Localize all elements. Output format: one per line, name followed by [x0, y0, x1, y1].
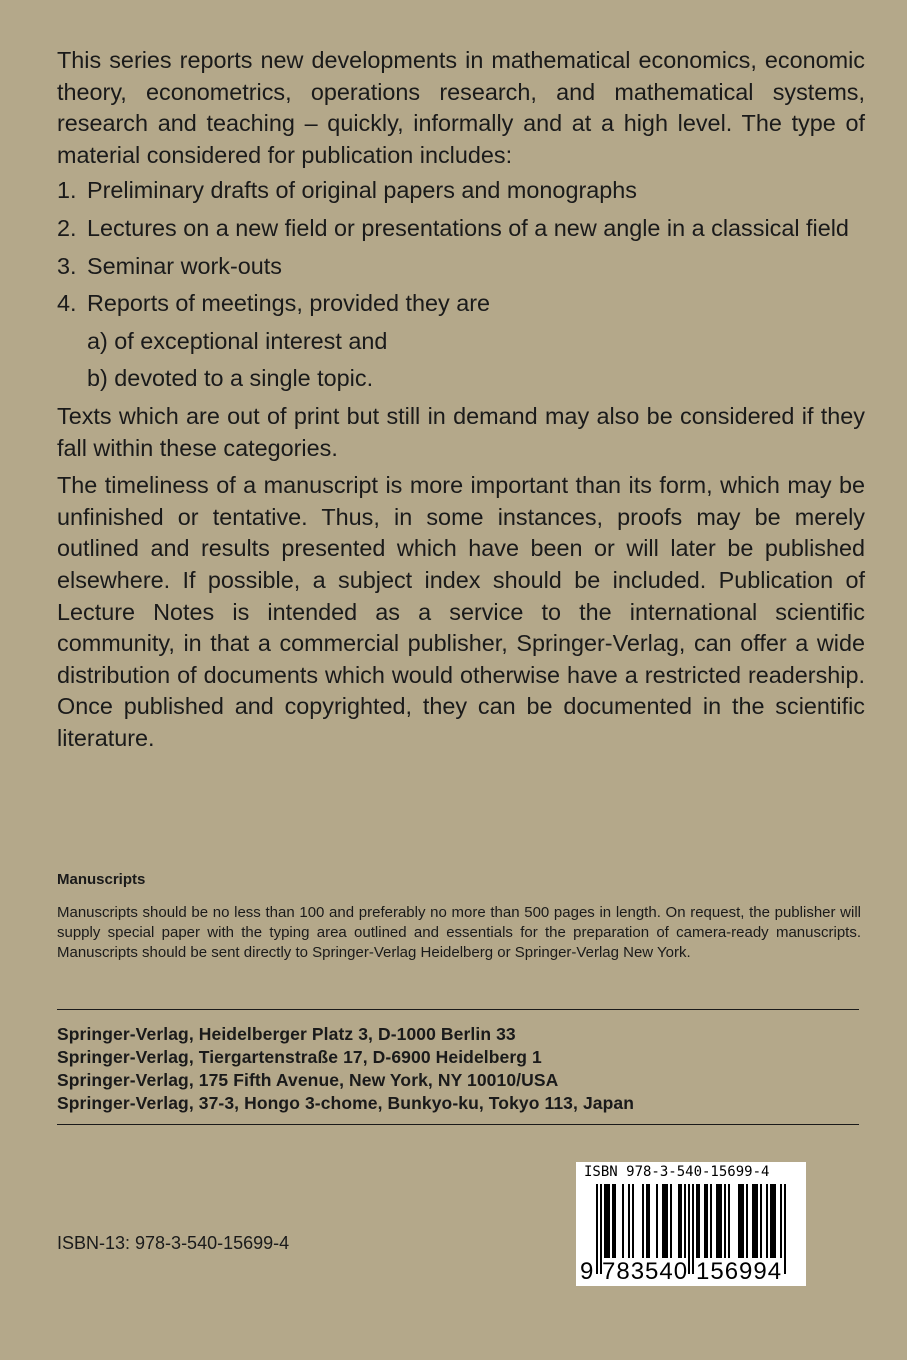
- barcode-bar: [648, 1184, 650, 1260]
- barcode-bar: [718, 1184, 720, 1260]
- list-item-text: Seminar work-outs: [87, 252, 282, 279]
- list-item-text: Reports of meetings, provided they are: [87, 290, 491, 317]
- barcode-bar: [704, 1184, 706, 1260]
- list-item-number: 1.: [57, 177, 77, 204]
- list-item-text: Lectures on a new field or presentations of a new angle in a classical field: [87, 214, 849, 241]
- barcode-bar: [760, 1184, 762, 1260]
- list-item-number: 2.: [57, 214, 77, 241]
- barcode-bar: [716, 1184, 718, 1260]
- barcode-bar: [646, 1184, 648, 1260]
- barcode-bar: [656, 1184, 658, 1260]
- timeliness-paragraph: The timeliness of a manuscript is more important than its form, which may be unfinished or tentative. Thus, in some instances, proofs may be merely outlined and results presented which have been or will later be published elsewhere. If possible, a subject index should be included. Publication of Lecture Notes is intended as a service to the international scientific community, in that a commercial publisher, Springer-Verlag, can offer a wide distribution of documents which would otherwise have a restricted readership. Once published and copyrighted, they can be documented in the scientific literature.: [57, 472, 865, 751]
- barcode-bar: [670, 1184, 672, 1260]
- list-item-number: 3.: [57, 252, 77, 279]
- manuscripts-paragraph: Manuscripts should be no less than 100 and preferably no more than 500 pages in length. On request, the publisher will supply special paper with the typing area outlined and essentials for the preparation of camera-ready manuscripts. Manuscripts should be sent directly to Springer-Verlag Heidelberg or Springer-Verlag New York.: [57, 904, 861, 961]
- material-list: [57, 175, 865, 395]
- barcode-bar: [706, 1184, 708, 1260]
- list-item: [57, 213, 865, 245]
- barcode-bar: [622, 1184, 624, 1260]
- barcode-bar: [604, 1184, 606, 1260]
- barcode-bar: [754, 1184, 756, 1260]
- list-item: [57, 251, 865, 283]
- barcode-bar: [678, 1184, 680, 1260]
- barcode-bar: [666, 1184, 668, 1260]
- barcode-bar: [596, 1184, 598, 1274]
- barcode-bar: [688, 1184, 690, 1274]
- sub-list-item: a) of exceptional interest and: [87, 327, 388, 354]
- barcode-bar: [756, 1184, 758, 1260]
- intro-text: [57, 45, 865, 754]
- barcode-bar: [740, 1184, 742, 1260]
- sub-list-item: b) devoted to a single topic.: [87, 365, 374, 392]
- barcode-bar: [628, 1184, 630, 1260]
- barcode-bar: [770, 1184, 772, 1260]
- barcode-bar: [774, 1184, 776, 1260]
- divider-top: [57, 1009, 859, 1010]
- barcode: [576, 1162, 806, 1286]
- barcode-bar: [642, 1184, 644, 1260]
- barcode-bar: [606, 1184, 608, 1260]
- barcode-bar: [692, 1184, 694, 1274]
- list-item-text: Preliminary drafts of original papers and monographs: [87, 177, 637, 204]
- intro-paragraph: This series reports new developments in mathematical economics, economic theory, econometrics, operations research, and mathematical systems, research and teaching – quickly, informally and at a high level. The type of material considered for publication includes:: [57, 47, 865, 168]
- barcode-bar: [696, 1184, 698, 1260]
- barcode-bar: [664, 1184, 666, 1260]
- barcode-isbn-text: ISBN 978-3-540-15699-4: [584, 1164, 770, 1180]
- out-of-print-paragraph: Texts which are out of print but still in demand may also be considered if they fall within these categories.: [57, 402, 865, 461]
- barcode-bar: [746, 1184, 748, 1260]
- barcode-bar: [684, 1184, 686, 1260]
- address-line: Springer-Verlag, 175 Fifth Avenue, New York, NY 10010/USA: [57, 1070, 559, 1090]
- list-item: [57, 288, 865, 395]
- barcode-bar: [728, 1184, 730, 1260]
- barcode-bar: [614, 1184, 616, 1260]
- barcode-bar: [680, 1184, 682, 1260]
- meeting-criteria-list: [87, 326, 865, 395]
- list-item-number: 4.: [57, 290, 77, 317]
- barcode-bar: [612, 1184, 614, 1260]
- barcode-bar: [766, 1184, 768, 1260]
- address-line: Springer-Verlag, 37-3, Hongo 3-chome, Bunkyo-ku, Tokyo 113, Japan: [57, 1093, 635, 1113]
- isbn-13: ISBN-13: 978-3-540-15699-4: [57, 1233, 290, 1253]
- barcode-bar: [772, 1184, 774, 1260]
- barcode-bar: [608, 1184, 610, 1260]
- barcode-bar: [784, 1184, 786, 1274]
- barcode-bar: [662, 1184, 664, 1260]
- address-line: Springer-Verlag, Tiergartenstraße 17, D-6900 Heidelberg 1: [57, 1047, 542, 1067]
- barcode-bar: [698, 1184, 700, 1260]
- barcode-right-group: 156994: [696, 1258, 783, 1285]
- barcode-bar: [724, 1184, 726, 1260]
- publisher-addresses: [57, 1023, 634, 1115]
- barcode-bar: [742, 1184, 744, 1260]
- divider-bottom: [57, 1124, 859, 1125]
- list-item: [57, 175, 865, 207]
- barcode-bar: [738, 1184, 740, 1260]
- barcode-bar: [720, 1184, 722, 1260]
- barcode-left-group: 783540: [602, 1258, 689, 1285]
- address-line: Springer-Verlag, Heidelberger Platz 3, D-1000 Berlin 33: [57, 1024, 516, 1044]
- barcode-bar: [632, 1184, 634, 1260]
- manuscripts-heading: Manuscripts: [57, 871, 146, 888]
- barcode-bar: [710, 1184, 712, 1260]
- barcode-first-digit: 9: [580, 1258, 595, 1285]
- barcode-bar: [752, 1184, 754, 1260]
